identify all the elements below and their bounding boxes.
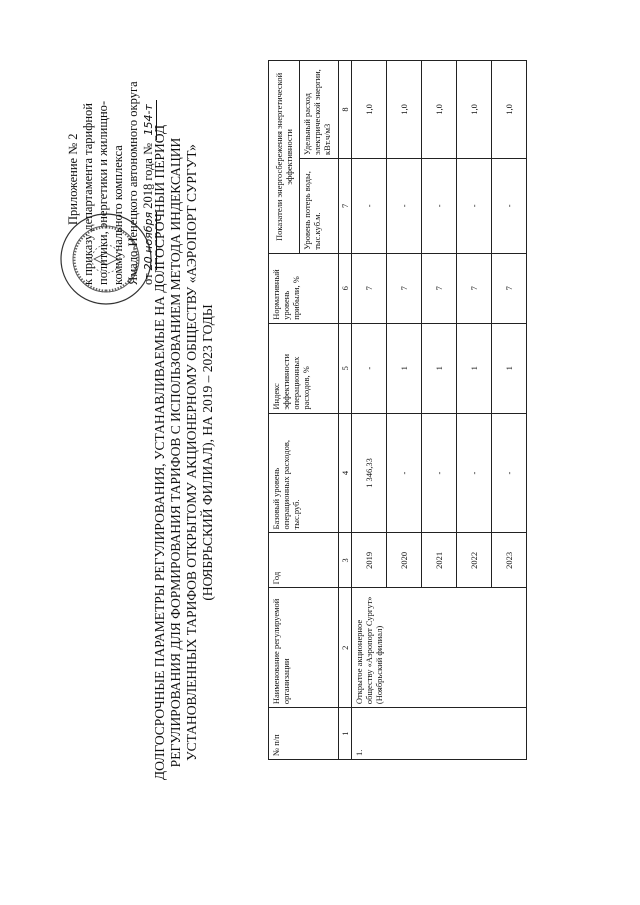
- column-number: 8: [339, 61, 352, 159]
- cell-water-loss: -: [492, 158, 527, 253]
- cell-water-loss: -: [387, 158, 422, 253]
- document-title: [152, 0, 216, 905]
- header-electric-consumption: Удельный расход электрической энергии, кВт.ч/м3: [300, 61, 339, 159]
- header-energy-group: Показатели энергосбережения энергетической эффективности: [269, 61, 300, 254]
- cell-year: 2020: [387, 533, 422, 588]
- header-organization: Наименование регулируемой организации: [269, 588, 339, 708]
- cell-water-loss: -: [352, 158, 387, 253]
- organization-name: Открытое акционерное обществу «Аэропорт Сургут» (Ноябрьский филиал): [352, 588, 527, 708]
- title-line: ДОЛГОСРОЧНЫЕ ПАРАМЕТРЫ РЕГУЛИРОВАНИЯ, УСТАНАВЛИВАЕМЫЕ НА ДОЛГОСРОЧНЫЙ ПЕРИОД: [152, 124, 167, 781]
- header-num: № п/п: [269, 708, 339, 760]
- cell-efficiency-index: 1: [492, 323, 527, 413]
- table-header-row: [269, 61, 300, 760]
- cell-profit-level: 7: [422, 253, 457, 323]
- tariff-parameters-table: [268, 60, 527, 760]
- column-number: 2: [339, 588, 352, 708]
- approval-line: Ямало-Ненецкого автономного округа: [126, 81, 140, 285]
- cell-year: 2021: [422, 533, 457, 588]
- cell-base-level: -: [422, 413, 457, 533]
- column-number: 4: [339, 413, 352, 533]
- table-row: [352, 61, 387, 760]
- cell-base-level: -: [457, 413, 492, 533]
- order-year: 2018 года №: [141, 142, 155, 209]
- cell-profit-level: 7: [387, 253, 422, 323]
- column-number: 1: [339, 708, 352, 760]
- column-number: 6: [339, 253, 352, 323]
- date-prefix: от: [141, 273, 155, 285]
- cell-year: 2023: [492, 533, 527, 588]
- approval-line: политики, энергетики и жилищно-: [96, 100, 110, 285]
- row-number: 1.: [352, 708, 527, 760]
- cell-water-loss: -: [457, 158, 492, 253]
- cell-efficiency-index: -: [352, 323, 387, 413]
- cell-efficiency-index: 1: [387, 323, 422, 413]
- cell-efficiency-index: 1: [457, 323, 492, 413]
- header-efficiency-index: Индекс эффективности операционных расходов, %: [269, 323, 339, 413]
- header-year: Год: [269, 533, 339, 588]
- cell-year: 2022: [457, 533, 492, 588]
- column-number: 7: [339, 158, 352, 253]
- column-number: 5: [339, 323, 352, 413]
- cell-electric-consumption: 1,0: [422, 61, 457, 159]
- column-number-row: [339, 61, 352, 760]
- approval-line: коммунального комплекса: [111, 145, 125, 285]
- cell-profit-level: 7: [352, 253, 387, 323]
- cell-profit-level: 7: [492, 253, 527, 323]
- title-line: (НОЯБРЬСКИЙ ФИЛИАЛ), НА 2019 – 2023 ГОДЫ: [200, 304, 215, 601]
- cell-water-loss: -: [422, 158, 457, 253]
- cell-electric-consumption: 1,0: [492, 61, 527, 159]
- cell-base-level: 1 346,33: [352, 413, 387, 533]
- cell-electric-consumption: 1,0: [352, 61, 387, 159]
- header-water-loss: Уровень потерь воды, тыс.куб.м.: [300, 158, 339, 253]
- appendix-title: Приложение № 2: [66, 133, 80, 225]
- approval-line: к приказу департамента тарифной: [81, 103, 95, 285]
- header-base-level: Базовый уровень операционных расходов, тыс.руб.: [269, 413, 339, 533]
- cell-base-level: -: [492, 413, 527, 533]
- header-profit-level: Нормативный уровень прибыли, %: [269, 253, 339, 323]
- approval-block: [66, 35, 157, 285]
- cell-base-level: -: [387, 413, 422, 533]
- cell-profit-level: 7: [457, 253, 492, 323]
- cell-year: 2019: [352, 533, 387, 588]
- title-line: РЕГУЛИРОВАНИЯ ДЛЯ ФОРМИРОВАНИЯ ТАРИФОВ С ИСПОЛЬЗОВАНИЕМ МЕТОДА ИНДЕКСАЦИИ: [168, 137, 183, 768]
- column-number: 3: [339, 533, 352, 588]
- cell-electric-consumption: 1,0: [457, 61, 492, 159]
- order-date-handwritten: 20 ноября: [142, 211, 155, 271]
- order-number-handwritten: 154-т: [141, 100, 157, 140]
- cell-efficiency-index: 1: [422, 323, 457, 413]
- cell-electric-consumption: 1,0: [387, 61, 422, 159]
- title-line: УСТАНОВЛЕННЫХ ТАРИФОВ ОТКРЫТОМУ АКЦИОНЕРНОМУ ОБЩЕСТВУ «АЭРОПОРТ СУРГУТ»: [184, 144, 199, 761]
